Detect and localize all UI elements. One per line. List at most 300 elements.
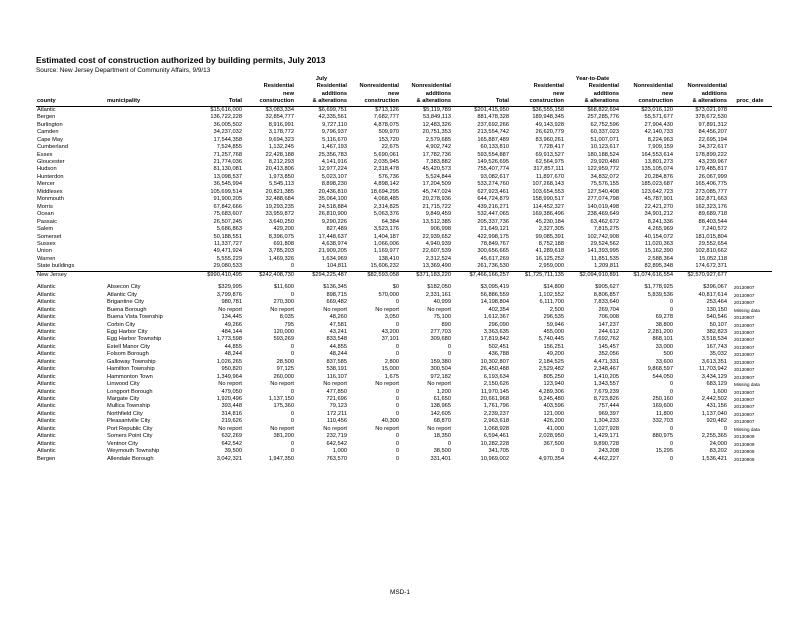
value-cell: 426,200 bbox=[543, 418, 564, 425]
value-cell: 4,462,227 bbox=[593, 455, 619, 462]
value-cell: 402,354 bbox=[488, 306, 509, 313]
header-total: Total bbox=[190, 98, 243, 106]
value-cell: 140,019,498 bbox=[587, 203, 619, 210]
value-cell: 79,123 bbox=[329, 403, 347, 410]
value-cell: 969,397 bbox=[598, 410, 619, 417]
value-cell: 300,504 bbox=[430, 366, 451, 373]
value-cell: 2,579,685 bbox=[425, 136, 451, 143]
municipality-cell bbox=[106, 129, 190, 136]
value-cell: 178,899,222 bbox=[695, 151, 727, 158]
value-cell: 48,260 bbox=[329, 314, 347, 321]
value-cell: 484,144 bbox=[221, 328, 242, 335]
value-cell: 837,585 bbox=[326, 358, 347, 365]
proc-date-cell bbox=[728, 181, 772, 188]
proc-date-cell bbox=[728, 271, 772, 279]
construction-cost-table bbox=[36, 76, 772, 463]
value-cell: 12,483,326 bbox=[422, 121, 451, 128]
total-label: New Jersey bbox=[36, 271, 106, 279]
value-cell: 260,000 bbox=[273, 373, 294, 380]
header-new: new bbox=[387, 90, 399, 97]
value-cell: No report bbox=[323, 381, 347, 388]
county-name: Atlantic bbox=[37, 306, 56, 313]
value-cell: 145,457 bbox=[598, 343, 619, 350]
value-cell: 99,085,391 bbox=[535, 233, 564, 240]
county-name: Sussex bbox=[37, 240, 56, 247]
value-cell: 33,000 bbox=[655, 343, 673, 350]
value-cell: 9,290,226 bbox=[321, 218, 347, 225]
value-cell: 67,842,666 bbox=[213, 203, 242, 210]
municipality-cell bbox=[106, 181, 190, 188]
value-cell: 9,727,110 bbox=[322, 121, 347, 128]
value-cell: 21,774,036 bbox=[213, 158, 242, 165]
value-cell: 795 bbox=[284, 321, 294, 328]
municipality-row bbox=[36, 329, 772, 336]
value-cell: 22,428,188 bbox=[265, 151, 294, 158]
value-cell: $713,126 bbox=[375, 106, 399, 113]
header-proc-date: proc_date bbox=[728, 98, 772, 106]
value-cell: 9,849,459 bbox=[425, 211, 451, 218]
value-cell: 59,946 bbox=[546, 321, 564, 328]
value-cell: 7,909,159 bbox=[647, 144, 673, 151]
value-cell: 393,448 bbox=[221, 403, 242, 410]
value-cell: 16,125,252 bbox=[535, 255, 564, 262]
value-cell: 22,607,539 bbox=[422, 248, 451, 255]
value-cell: 2,529,482 bbox=[538, 366, 564, 373]
municipality-row bbox=[36, 456, 772, 463]
header-new: new bbox=[661, 90, 673, 97]
municipality-cell bbox=[106, 196, 190, 203]
municipality-row bbox=[36, 448, 772, 455]
value-cell: 332,703 bbox=[652, 418, 673, 425]
value-cell: 0 bbox=[669, 455, 673, 462]
value-cell: 158,990,517 bbox=[532, 196, 564, 203]
value-cell: 2,255,365 bbox=[701, 433, 727, 440]
value-cell: 1,349,964 bbox=[216, 373, 242, 380]
proc-date-cell bbox=[728, 114, 772, 121]
value-cell: 238,469,649 bbox=[587, 211, 619, 218]
value-cell: 12,977,224 bbox=[318, 166, 347, 173]
county-row bbox=[36, 189, 772, 196]
value-cell: 9,868,597 bbox=[647, 366, 673, 373]
value-cell: 1,304,233 bbox=[593, 418, 619, 425]
value-cell: 544,050 bbox=[652, 373, 673, 380]
proc-date-cell bbox=[728, 122, 772, 129]
value-cell: 403,596 bbox=[543, 403, 564, 410]
value-cell: 1,026,265 bbox=[216, 358, 242, 365]
municipality-cell bbox=[106, 189, 190, 196]
value-cell: 27,904,430 bbox=[644, 121, 673, 128]
total-value-cell: $2,094,910,891 bbox=[565, 271, 620, 279]
value-cell: 159,380 bbox=[430, 358, 451, 365]
municipality-row bbox=[36, 389, 772, 396]
header-construction: construction bbox=[243, 98, 295, 106]
value-cell: 69,278 bbox=[655, 314, 673, 321]
value-cell: No report bbox=[270, 306, 294, 313]
municipality-name: Margate City bbox=[107, 396, 140, 403]
value-cell: 436,788 bbox=[488, 351, 509, 358]
value-cell: 2,963,618 bbox=[483, 418, 509, 425]
value-cell: 45,420,573 bbox=[422, 166, 451, 173]
value-cell: 97,891,312 bbox=[698, 121, 727, 128]
value-cell: 0 bbox=[669, 440, 673, 447]
value-cell: 174,672,371 bbox=[695, 263, 727, 270]
value-cell: 42,335,561 bbox=[318, 114, 347, 121]
value-cell: 898,715 bbox=[326, 291, 347, 298]
value-cell: 14,198,804 bbox=[480, 299, 509, 306]
value-cell: 45,230,184 bbox=[535, 218, 564, 225]
value-cell: 0 bbox=[395, 455, 399, 462]
municipality-row bbox=[36, 351, 772, 358]
value-cell: No report bbox=[270, 425, 294, 432]
value-cell: 55,571,677 bbox=[644, 114, 673, 121]
municipality-name: Estell Manor City bbox=[107, 343, 150, 350]
value-cell: 49,200 bbox=[546, 351, 564, 358]
value-cell: 11,970,145 bbox=[480, 388, 509, 395]
county-row bbox=[36, 159, 772, 166]
value-cell: 78,849,767 bbox=[480, 240, 509, 247]
proc-date-cell: 20130907 bbox=[734, 411, 755, 417]
proc-date-cell: 20130907 bbox=[734, 359, 755, 365]
value-cell: 169,386,496 bbox=[532, 211, 564, 218]
value-cell: 34,372,617 bbox=[698, 144, 727, 151]
county-name: Atlantic bbox=[37, 433, 56, 440]
value-cell: 17,448,637 bbox=[318, 233, 347, 240]
proc-date-cell: 20130909 bbox=[734, 456, 755, 462]
value-cell: 20,436,810 bbox=[318, 188, 347, 195]
value-cell: 7,383,882 bbox=[425, 158, 451, 165]
value-cell: 11,800 bbox=[656, 410, 673, 417]
municipality-row bbox=[36, 336, 772, 343]
value-cell: 0 bbox=[395, 388, 399, 395]
municipality-cell bbox=[106, 122, 190, 129]
municipality-name: Galloway Township bbox=[107, 358, 156, 365]
value-cell: 13,369,490 bbox=[422, 263, 451, 270]
value-cell: 8,898,230 bbox=[321, 181, 347, 188]
municipality-row bbox=[36, 396, 772, 403]
value-cell: 243,208 bbox=[598, 448, 619, 455]
value-cell: 165,887,489 bbox=[477, 136, 509, 143]
value-cell: 50,107 bbox=[709, 321, 727, 328]
value-cell: 116,107 bbox=[326, 373, 347, 380]
value-cell: 110,456 bbox=[326, 418, 347, 425]
value-cell: 950,820 bbox=[221, 366, 242, 373]
value-cell: $182,050 bbox=[427, 284, 451, 291]
value-cell: 2,184,525 bbox=[538, 358, 564, 365]
header-nonresidential: Nonresidential bbox=[411, 83, 451, 90]
municipality-name: Buena Vista Township bbox=[107, 314, 163, 321]
value-cell: 4,898,142 bbox=[373, 181, 399, 188]
value-cell: $329,995 bbox=[218, 284, 242, 291]
proc-date-cell bbox=[728, 129, 772, 136]
municipality-cell bbox=[106, 152, 190, 159]
municipality-cell bbox=[106, 226, 190, 233]
value-cell: 906,998 bbox=[430, 226, 451, 233]
header-residential: Residential bbox=[533, 83, 564, 90]
value-cell: 0 bbox=[395, 440, 399, 447]
ytd-group-header: Year-to-Date bbox=[575, 76, 610, 82]
county-row bbox=[36, 226, 772, 233]
value-cell: 153,720 bbox=[378, 136, 399, 143]
value-cell: 439,216,271 bbox=[477, 203, 509, 210]
header-alterations: & alterations bbox=[400, 98, 452, 106]
value-cell: 26,507,245 bbox=[213, 218, 242, 225]
value-cell: 75,683,607 bbox=[213, 211, 242, 218]
value-cell: 18,350 bbox=[433, 433, 451, 440]
value-cell: 60,133,810 bbox=[480, 144, 509, 151]
value-cell: 3,613,351 bbox=[701, 358, 727, 365]
value-cell: 45,617,269 bbox=[480, 255, 509, 262]
county-name: Middlesex bbox=[37, 188, 63, 195]
value-cell: 181,015,804 bbox=[695, 233, 727, 240]
value-cell: 0 bbox=[290, 410, 294, 417]
value-cell: 1,600 bbox=[712, 388, 727, 395]
value-cell: 123,940 bbox=[543, 381, 564, 388]
value-cell: 41,289,618 bbox=[535, 248, 564, 255]
value-cell: 3,640,250 bbox=[268, 218, 294, 225]
value-cell: 13,801,273 bbox=[644, 158, 673, 165]
county-name: Atlantic bbox=[37, 358, 56, 365]
value-cell: 69,913,527 bbox=[535, 151, 564, 158]
value-cell: 104,811 bbox=[326, 263, 347, 270]
value-cell: 4,068,485 bbox=[373, 196, 399, 203]
value-cell: 8,752,188 bbox=[538, 240, 564, 247]
value-cell: 4,970,354 bbox=[538, 455, 564, 462]
value-cell: 0 bbox=[395, 433, 399, 440]
value-cell: 309,680 bbox=[430, 336, 451, 343]
value-cell: 7,728,417 bbox=[538, 144, 564, 151]
value-cell: 136,722,228 bbox=[210, 114, 242, 121]
value-cell: 89,689,718 bbox=[698, 211, 727, 218]
total-value-cell: $242,408,730 bbox=[243, 271, 295, 279]
county-row bbox=[36, 219, 772, 226]
value-cell: 49,266 bbox=[224, 321, 242, 328]
report-title: Estimated cost of construction authorized by building permits, July 2013 bbox=[36, 55, 326, 65]
value-cell: 1,920,496 bbox=[216, 396, 242, 403]
header-new: new bbox=[282, 90, 294, 97]
value-cell: 20,751,353 bbox=[422, 129, 451, 136]
county-name: Atlantic bbox=[37, 284, 56, 291]
value-cell: 7,524,855 bbox=[216, 144, 242, 151]
proc-date-cell: 20130907 bbox=[734, 389, 755, 395]
value-cell: 1,132,245 bbox=[268, 144, 294, 151]
value-cell: 593,269 bbox=[273, 336, 294, 343]
header-county: county bbox=[36, 98, 106, 106]
value-cell: 75,576,155 bbox=[590, 181, 619, 188]
value-cell: 367,500 bbox=[543, 440, 564, 447]
value-cell: 273,085,777 bbox=[695, 188, 727, 195]
value-cell: 0 bbox=[447, 440, 451, 447]
value-cell: 0 bbox=[290, 343, 294, 350]
value-cell: 1,612,367 bbox=[483, 314, 509, 321]
value-cell: $23,016,120 bbox=[641, 106, 673, 113]
value-cell: 141,393,995 bbox=[587, 248, 619, 255]
value-cell: 51,007,071 bbox=[590, 136, 619, 143]
value-cell: 205,337,736 bbox=[477, 218, 509, 225]
value-cell: 102,810,662 bbox=[695, 248, 727, 255]
value-cell: 44,855 bbox=[224, 343, 242, 350]
value-cell: No report bbox=[427, 425, 451, 432]
value-cell: $36,555,158 bbox=[532, 106, 564, 113]
proc-date-cell: 20130907 bbox=[734, 419, 755, 425]
value-cell: 26,450,488 bbox=[480, 366, 509, 373]
value-cell: 122,959,772 bbox=[587, 166, 619, 173]
county-name: Salem bbox=[37, 226, 54, 233]
value-cell: 972,182 bbox=[430, 373, 451, 380]
value-cell: 3,799,876 bbox=[216, 291, 242, 298]
value-cell: 331,401 bbox=[430, 455, 451, 462]
value-cell: 5,555,229 bbox=[216, 255, 242, 262]
value-cell: 21,715,722 bbox=[422, 203, 451, 210]
value-cell: 48,244 bbox=[329, 351, 347, 358]
header-residential: Residential bbox=[263, 83, 294, 90]
header-additions: additions bbox=[593, 90, 619, 97]
county-name: Atlantic bbox=[37, 403, 56, 410]
proc-date-cell: 20130907 bbox=[734, 329, 755, 335]
municipality-name: Brigantine City bbox=[107, 299, 144, 306]
value-cell: 75,100 bbox=[433, 314, 451, 321]
value-cell: 477,850 bbox=[326, 388, 347, 395]
value-cell: 50,188,551 bbox=[213, 233, 242, 240]
value-cell: 3,785,203 bbox=[268, 248, 294, 255]
value-cell: $15,616,000 bbox=[210, 106, 242, 113]
value-cell: 980,781 bbox=[221, 299, 242, 306]
value-cell: No report bbox=[375, 381, 399, 388]
value-cell: 25,356,783 bbox=[318, 151, 347, 158]
value-cell: 10,282,228 bbox=[480, 440, 509, 447]
value-cell: 890 bbox=[441, 321, 451, 328]
value-cell: No report bbox=[323, 425, 347, 432]
county-name: Atlantic bbox=[37, 366, 56, 373]
value-cell: 5,686,863 bbox=[216, 226, 242, 233]
proc-date-cell bbox=[728, 152, 772, 159]
value-cell: 509,970 bbox=[378, 129, 399, 136]
municipality-cell bbox=[106, 256, 190, 263]
municipality-name: Hamilton Township bbox=[107, 366, 155, 373]
municipality-row bbox=[36, 374, 772, 381]
value-cell: 6,111,700 bbox=[539, 299, 564, 306]
value-cell: 13,512,385 bbox=[422, 218, 451, 225]
value-cell: 538,191 bbox=[326, 366, 347, 373]
proc-date-cell: 20130909 bbox=[734, 449, 755, 455]
value-cell: 502,451 bbox=[488, 343, 509, 350]
value-cell: 0 bbox=[290, 388, 294, 395]
value-cell: 26,810,900 bbox=[318, 211, 347, 218]
value-cell: 300,656,665 bbox=[477, 248, 509, 255]
proc-date-cell bbox=[728, 234, 772, 241]
value-cell: $3,083,334 bbox=[265, 106, 294, 113]
value-cell: 0 bbox=[395, 448, 399, 455]
proc-date-cell: 20130907 bbox=[734, 374, 755, 380]
value-cell: No report bbox=[270, 381, 294, 388]
value-cell: 5,116,670 bbox=[322, 136, 347, 143]
value-cell: 26,067,999 bbox=[698, 173, 727, 180]
county-name: Morris bbox=[37, 203, 53, 210]
proc-date-cell bbox=[728, 256, 772, 263]
value-cell: 11,703,942 bbox=[698, 366, 727, 373]
value-cell: 22,695,194 bbox=[698, 136, 727, 143]
value-cell: 920,482 bbox=[706, 418, 727, 425]
value-cell: 1,343,557 bbox=[593, 381, 619, 388]
value-cell: 29,080,533 bbox=[213, 263, 242, 270]
value-cell: 103,654,553 bbox=[532, 188, 564, 195]
value-cell: 43,200 bbox=[381, 328, 399, 335]
value-cell: 83,202 bbox=[709, 448, 727, 455]
value-cell: 11,337,727 bbox=[213, 240, 242, 247]
header-construction: construction bbox=[510, 98, 565, 106]
value-cell: 189,948,345 bbox=[532, 114, 564, 121]
value-cell: 4,878,075 bbox=[373, 121, 399, 128]
county-name: Somerset bbox=[37, 233, 62, 240]
value-cell: 134,445 bbox=[221, 314, 242, 321]
value-cell: 88,403,544 bbox=[698, 218, 727, 225]
value-cell: 49,471,924 bbox=[213, 248, 242, 255]
header-nonresidential: Nonresidential bbox=[633, 83, 673, 90]
value-cell: 102,742,908 bbox=[587, 233, 619, 240]
value-cell: 429,200 bbox=[273, 226, 294, 233]
county-row bbox=[36, 122, 772, 129]
value-cell: 5,545,113 bbox=[269, 181, 294, 188]
value-cell: 352,056 bbox=[598, 351, 619, 358]
proc-date-cell: 20130907 bbox=[734, 315, 755, 321]
header-residential: Residential bbox=[316, 83, 347, 90]
value-cell: 38,800 bbox=[655, 321, 673, 328]
proc-date-cell bbox=[728, 137, 772, 144]
header-additions: additions bbox=[425, 90, 451, 97]
value-cell: 162,323,176 bbox=[695, 203, 727, 210]
value-cell: 3,042,321 bbox=[216, 455, 242, 462]
value-cell: 0 bbox=[395, 410, 399, 417]
value-cell: 6,594,461 bbox=[483, 433, 509, 440]
value-cell: 3,178,772 bbox=[268, 129, 294, 136]
municipality-cell bbox=[106, 137, 190, 144]
municipality-row bbox=[36, 433, 772, 440]
total-value-cell: $1,074,616,554 bbox=[620, 271, 674, 279]
value-cell: 8,396,075 bbox=[268, 233, 294, 240]
value-cell: $905,627 bbox=[595, 284, 619, 291]
county-name: Atlantic bbox=[37, 291, 56, 298]
value-cell: 642,542 bbox=[326, 440, 347, 447]
proc-date-cell bbox=[728, 226, 772, 233]
value-cell: 7,679,239 bbox=[593, 388, 619, 395]
county-name: Gloucester bbox=[37, 158, 65, 165]
value-cell: 721,696 bbox=[326, 396, 347, 403]
value-cell: 114,452,327 bbox=[532, 203, 564, 210]
municipality-cell bbox=[106, 248, 190, 255]
value-cell: 15,000 bbox=[381, 366, 399, 373]
value-cell: 213,554,742 bbox=[477, 129, 509, 136]
value-cell: 1,947,350 bbox=[268, 455, 294, 462]
july-group-header: July bbox=[315, 76, 328, 82]
value-cell: 4,471,331 bbox=[593, 358, 619, 365]
value-cell: 0 bbox=[290, 263, 294, 270]
value-cell: 60,337,023 bbox=[590, 129, 619, 136]
value-cell: 277,703 bbox=[430, 328, 451, 335]
proc-date-cell: 20130907 bbox=[734, 397, 755, 403]
value-cell: 5,063,376 bbox=[373, 211, 399, 218]
total-value-cell: $294,225,487 bbox=[295, 271, 348, 279]
value-cell: 2,500 bbox=[549, 306, 564, 313]
value-cell: 93,082,617 bbox=[480, 173, 509, 180]
value-cell: 533,274,760 bbox=[477, 181, 509, 188]
value-cell: 33,959,872 bbox=[265, 211, 294, 218]
value-cell: 455,000 bbox=[543, 328, 564, 335]
value-cell: $396,067 bbox=[703, 284, 727, 291]
value-cell: 382,823 bbox=[706, 328, 727, 335]
page-footer: MSD-1 bbox=[390, 589, 410, 596]
value-cell: 2,331,161 bbox=[425, 291, 451, 298]
value-cell: 763,570 bbox=[326, 455, 347, 462]
value-cell: 1,469,326 bbox=[268, 255, 294, 262]
